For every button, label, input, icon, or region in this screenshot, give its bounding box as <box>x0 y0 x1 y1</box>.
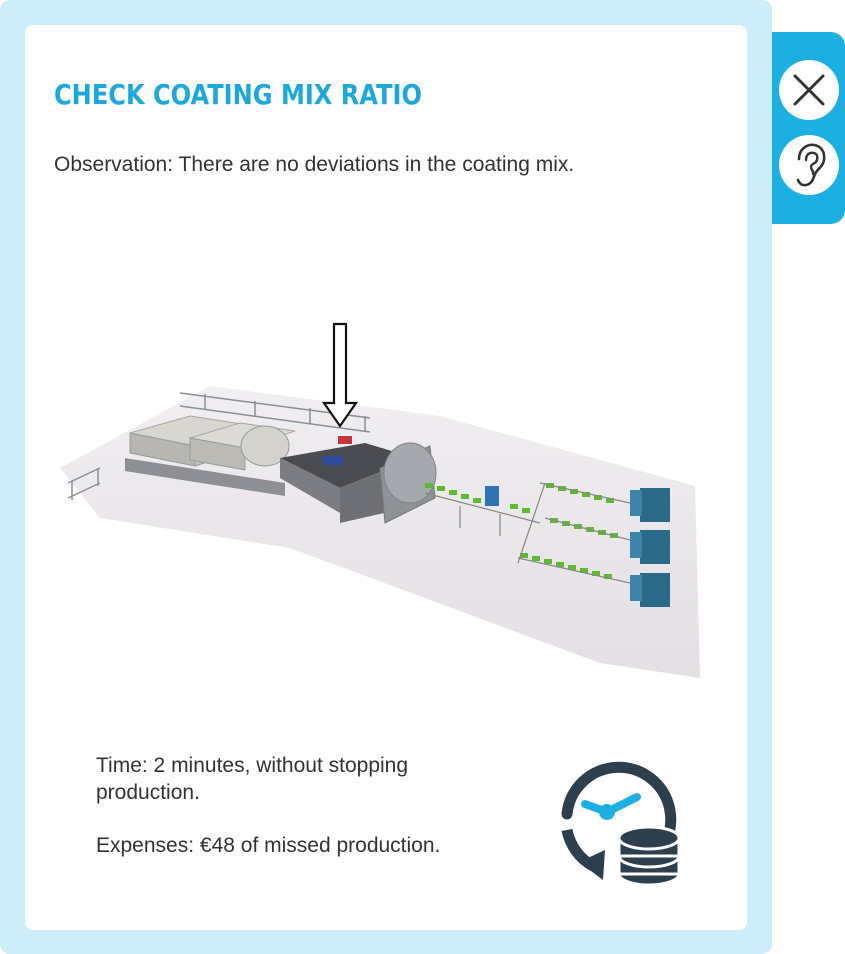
observation-text: Observation: There are no deviations in the coating mix. <box>54 153 575 176</box>
cost-details <box>96 752 496 885</box>
ear-icon <box>787 141 831 189</box>
time-text: Time: 2 minutes, without stopping production. <box>96 754 409 804</box>
listen-button[interactable] <box>779 135 839 195</box>
close-button[interactable] <box>779 60 839 120</box>
expenses-text: Expenses: €48 of missed production. <box>96 834 441 857</box>
close-icon <box>787 68 831 112</box>
time-cost-icon <box>545 752 685 892</box>
down-arrow-icon <box>324 324 356 426</box>
production-line-illustration <box>40 318 705 690</box>
dialog-title: CHECK COATING MIX RATIO <box>54 78 422 111</box>
